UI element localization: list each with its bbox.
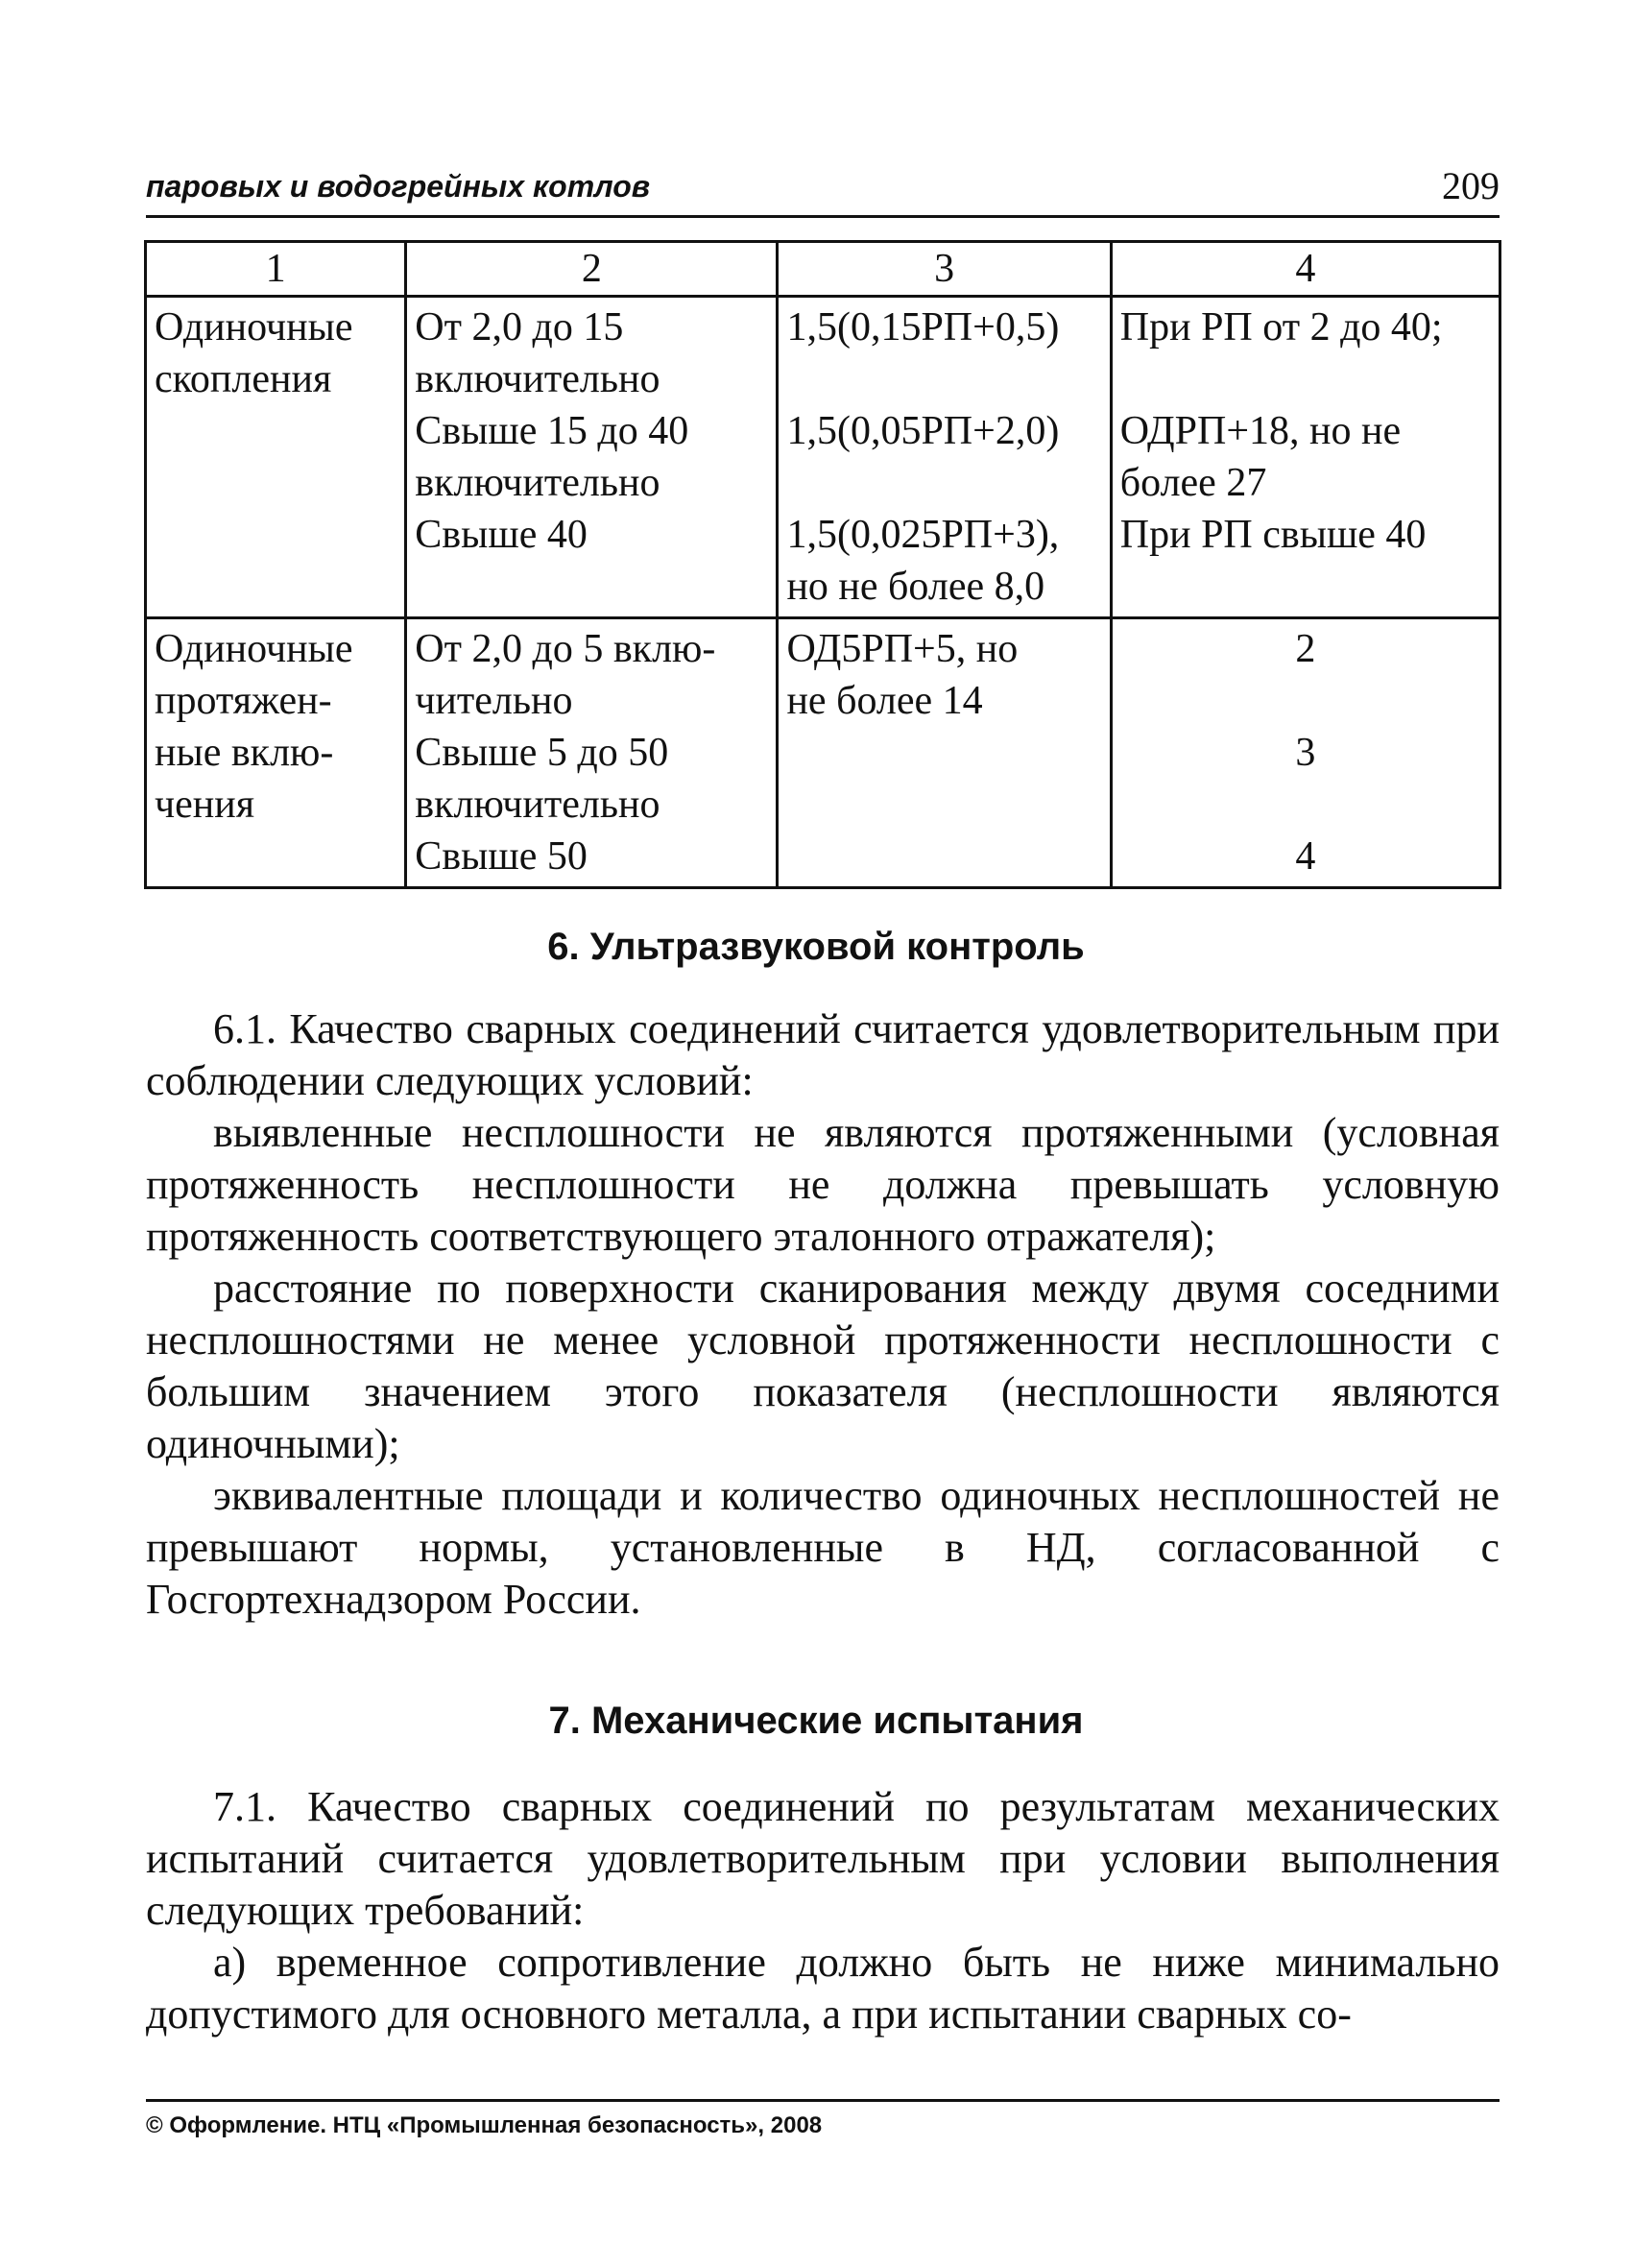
cell-line: Одиночные (155, 627, 353, 671)
cell-line: 1,5(0,15РП+0,5) (786, 305, 1060, 350)
cell-line: скопления (155, 357, 332, 401)
cell-line: не более 14 (786, 679, 983, 723)
paragraph: выявленные несплошности не являются протяженными (условная протяженность несплошности не должна превышать условную протяженность соответствующего эталонного отражателя); (146, 1109, 1500, 1260)
paragraph: 7.1. Качество сварных соединений по результатам механических испытаний считается удовлетворительным при условии выполнения следующих требований: (146, 1783, 1500, 1934)
footer-copyright: © Оформление. НТЦ «Промышленная безопасность», 2008 (146, 2112, 823, 2138)
table-row (146, 297, 1500, 618)
paragraph: 6.1. Качество сварных соединений считается удовлетворительным при соблюдении следующих условий: (146, 1005, 1500, 1104)
table-cell (406, 297, 778, 618)
cell-line: Одиночные (155, 305, 353, 350)
table-cell (778, 618, 1111, 888)
column-number: 2 (406, 242, 778, 297)
table-row (146, 618, 1500, 888)
cell-line: протяжен- (155, 679, 332, 723)
cell-line: включительно (415, 783, 660, 827)
column-number: 4 (1111, 242, 1500, 297)
table-cell (1111, 297, 1500, 618)
cell-line: ОД5РП+5, но (786, 627, 1019, 671)
cell-line: Свыше 5 до 50 (415, 731, 669, 775)
cell-line: От 2,0 до 15 (415, 305, 624, 350)
cell-line: чения (155, 783, 255, 827)
cell-line: включительно (415, 461, 660, 505)
column-number: 1 (146, 242, 406, 297)
running-header-title: паровых и водогрейных котлов (146, 169, 651, 204)
section-heading: 6. Ультразвуковой контроль (547, 926, 1085, 968)
cell-line: Свыше 40 (415, 513, 588, 557)
paragraph: расстояние по поверхности сканирования между двумя соседними несплошностями не менее условной протяженности несплошности с большим значением этого показателя (несплошности являются одиночными); (146, 1265, 1500, 1467)
paragraph: эквивалентные площади и количество одиночных несплошностей не превышают нормы, установленные в НД, согласованной с Госгортехнадзором России. (146, 1472, 1500, 1623)
footer-rule (146, 2099, 1500, 2102)
norms-table (144, 240, 1501, 889)
table-cell (406, 618, 778, 888)
page-number: 209 (1442, 164, 1500, 207)
column-number: 3 (778, 242, 1111, 297)
cell-line: 4 (1295, 834, 1316, 879)
table-cell (1111, 618, 1500, 888)
section-7-body (146, 1781, 1500, 2040)
cell-line: ОДРП+18, но не (1119, 409, 1402, 453)
cell-line: но не более 8,0 (786, 565, 1045, 609)
cell-line: более 27 (1119, 461, 1267, 505)
section-6-body (146, 1003, 1500, 1626)
cell-line: ные вклю- (155, 731, 334, 775)
cell-line: 1,5(0,025РП+3), (786, 513, 1060, 557)
running-header (146, 161, 1500, 218)
cell-line: 2 (1295, 627, 1316, 671)
table-cell (146, 297, 406, 618)
table-cell (778, 297, 1111, 618)
table-cell (146, 618, 406, 888)
cell-line: При РП от 2 до 40; (1119, 305, 1443, 350)
cell-line: 3 (1295, 731, 1316, 775)
cell-line: включительно (415, 357, 660, 401)
cell-line: При РП свыше 40 (1119, 513, 1427, 557)
cell-line: Свыше 15 до 40 (415, 409, 689, 453)
section-heading: 7. Механические испытания (548, 1700, 1084, 1742)
paragraph: а) временное сопротивление должно быть не ниже минимально допустимого для основного металла, а при испытании сварных со- (146, 1939, 1500, 2038)
table-header-row (146, 242, 1500, 297)
cell-line: чительно (415, 679, 573, 723)
cell-line: 1,5(0,05РП+2,0) (786, 409, 1060, 453)
cell-line: От 2,0 до 5 вклю- (415, 627, 716, 671)
cell-line: Свыше 50 (415, 834, 588, 879)
